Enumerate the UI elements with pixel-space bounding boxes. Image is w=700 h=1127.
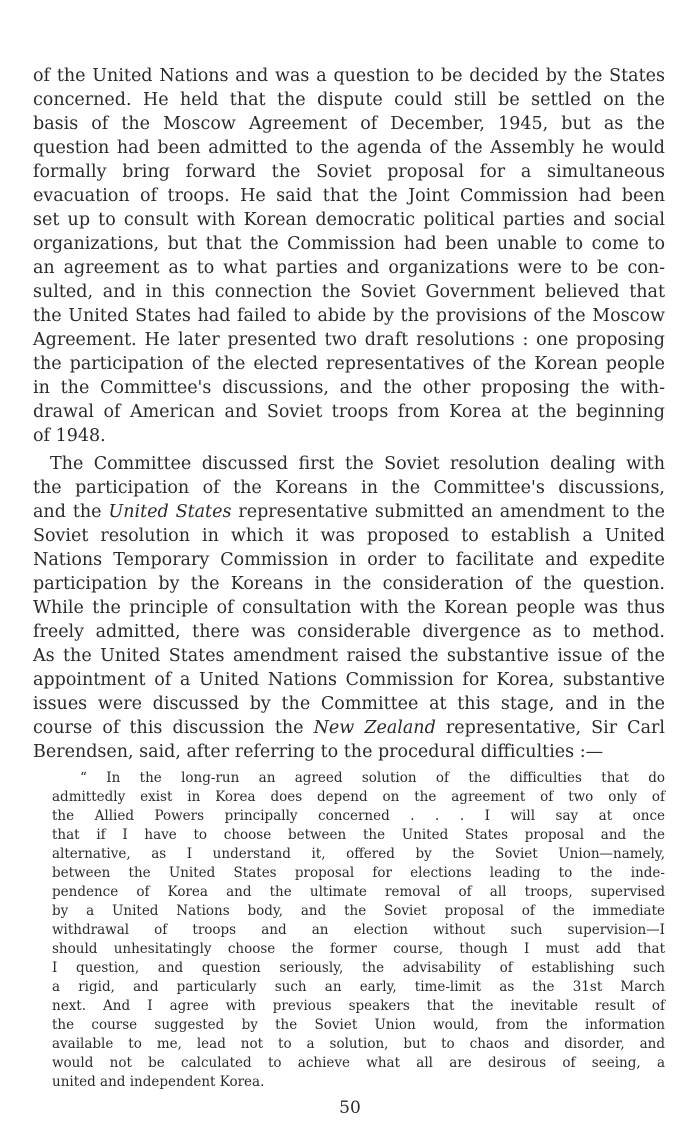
text-run: representative, Sir Carl: [435, 718, 665, 738]
quote-line: available to me, lead not to a solution, but to chaos and disorder, and: [52, 1036, 665, 1052]
text-line: drawal of American and Soviet troops from Korea at the beginning: [33, 402, 665, 422]
text-line: [33, 502, 665, 522]
text-line: evacuation of troops. He said that the Joint Commission had been: [33, 186, 665, 206]
quote-line: pendence of Korea and the ultimate removal of all troops, supervised: [52, 884, 665, 900]
text-line: Soviet resolution in which it was proposed to establish a United: [33, 526, 665, 546]
text-line: set up to consult with Korean democratic political parties and social: [33, 210, 665, 230]
text-run: representative submitted an amendment to the: [231, 502, 665, 522]
text-line: the United States had failed to abide by the provisions of the Moscow: [33, 306, 665, 326]
text-line: issues were discussed by the Committee at this stage, and in the: [33, 694, 665, 714]
text-run: and the: [33, 502, 109, 522]
text-line: While the principle of consultation with the Korean people was thus: [33, 598, 665, 618]
text-line: in the Committee's discussions, and the other proposing the with-: [33, 378, 665, 398]
quote-line: I question, and question seriously, the advisability of establishing such: [52, 960, 665, 976]
text-run: course of this discussion the: [33, 718, 314, 738]
text-line: Nations Temporary Commission in order to facilitate and expedite: [33, 550, 665, 570]
country-name: United States: [108, 502, 232, 522]
text-line: formally bring forward the Soviet proposal for a simultaneous: [33, 162, 665, 182]
text-line: organizations, but that the Commission had been unable to come to: [33, 234, 665, 254]
text-line: basis of the Moscow Agreement of December, 1945, but as the: [33, 114, 665, 134]
quote-line: the course suggested by the Soviet Union would, from the information: [52, 1017, 665, 1033]
text-line: an agreement as to what parties and organizations were to be con-: [33, 258, 665, 278]
country-name: New Zealand: [313, 718, 436, 738]
text-line: Agreement. He later presented two draft resolutions : one proposing: [33, 330, 665, 350]
text-line: freely admitted, there was considerable divergence as to method.: [33, 622, 665, 642]
text-line: concerned. He held that the dispute could still be settled on the: [33, 90, 665, 110]
text-line: [33, 718, 665, 738]
text-line: The Committee discussed first the Soviet resolution dealing with: [50, 454, 665, 474]
quote-line: united and independent Korea.: [52, 1074, 265, 1090]
text-line: As the United States amendment raised the substantive issue of the: [33, 646, 665, 666]
quote-line: next. And I agree with previous speakers that the inevitable result of: [52, 998, 665, 1014]
quote-line: “ In the long-run an agreed solution of the difficulties that do: [80, 770, 665, 786]
text-line: the participation of the elected representatives of the Korean people: [33, 354, 665, 374]
quote-line: admittedly exist in Korea does depend on the agreement of two only of: [52, 789, 665, 805]
quote-line: withdrawal of troops and an election without such supervision—I: [52, 922, 665, 938]
text-line: appointment of a United Nations Commission for Korea, substantive: [33, 670, 665, 690]
quote-line: alternative, as I understand it, offered by the Soviet Union—namely,: [52, 846, 665, 862]
text-line: sulted, and in this connection the Soviet Government believed that: [33, 282, 665, 302]
quote-line: a rigid, and particularly such an early, time-limit as the 31st March: [52, 979, 665, 995]
quote-line: would not be calculated to achieve what all are desirous of seeing, a: [52, 1055, 665, 1071]
quote-line: should unhesitatingly choose the former course, though I must add that: [52, 941, 665, 957]
page-number: 50: [339, 1098, 361, 1118]
text-line: the participation of the Koreans in the Committee's discussions,: [33, 478, 665, 498]
text-line: of 1948.: [33, 426, 106, 446]
text-line: participation by the Koreans in the consideration of the question.: [33, 574, 665, 594]
quote-line: that if I have to choose between the United States proposal and the: [52, 827, 665, 843]
quote-line: between the United States proposal for elections leading to the inde-: [52, 865, 665, 881]
quote-line: the Allied Powers principally concerned . . . I will say at once: [52, 808, 665, 824]
text-line: Berendsen, said, after referring to the procedural difficulties :—: [33, 742, 604, 762]
quote-line: by a United Nations body, and the Soviet proposal of the immediate: [52, 903, 665, 919]
text-line: of the United Nations and was a question to be decided by the States: [33, 66, 665, 86]
text-line: question had been admitted to the agenda of the Assembly he would: [33, 138, 665, 158]
